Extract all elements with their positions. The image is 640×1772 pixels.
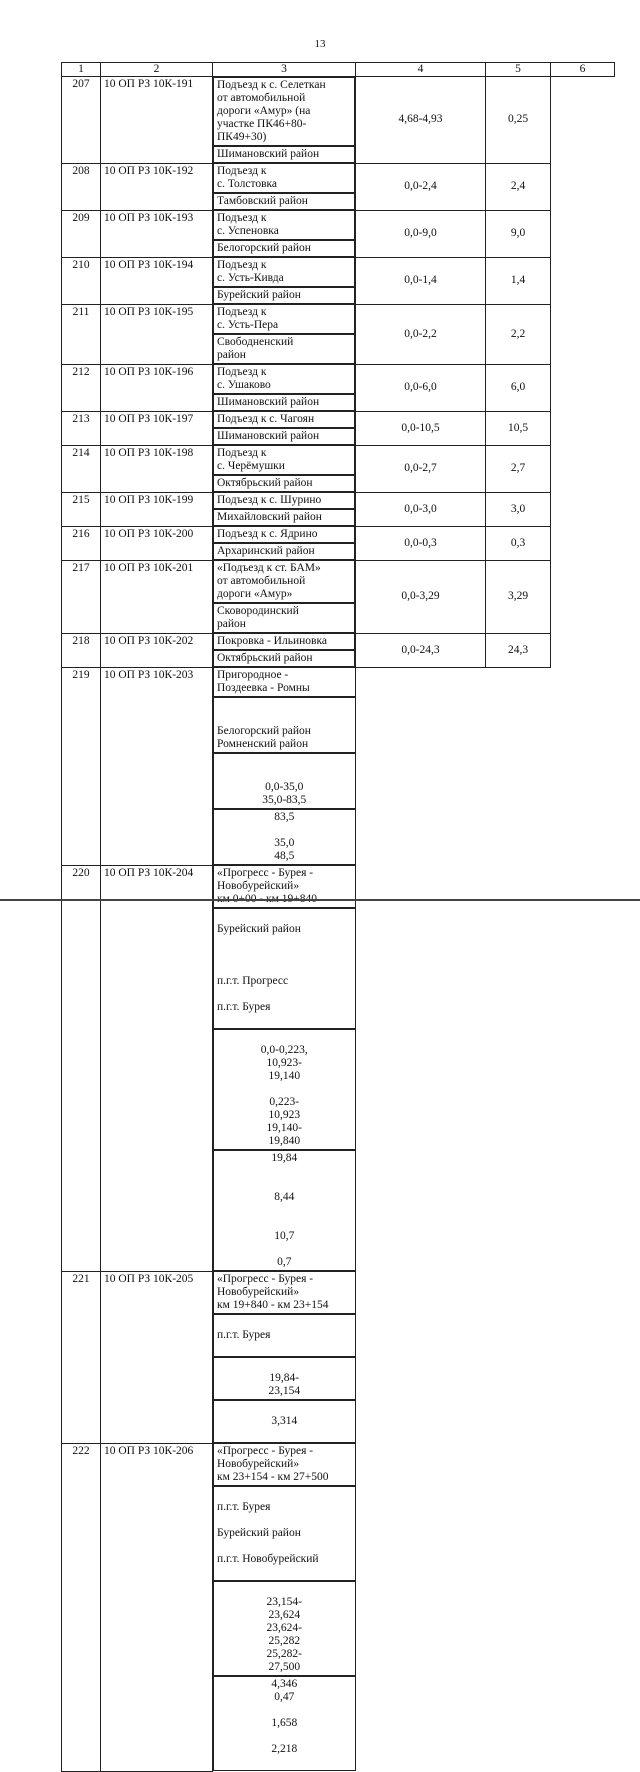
km-range-line — [217, 768, 352, 781]
column-header: 5 — [486, 63, 551, 77]
road-code: 10 ОП РЗ 10К-204 — [101, 865, 213, 1271]
length-km: 2,2 — [486, 304, 551, 364]
road-name-line: «Прогресс - Бурея - — [217, 1273, 314, 1285]
column-header: 4 — [356, 63, 486, 77]
road-name-line: км 23+154 - км 27+500 — [217, 1471, 329, 1483]
district-line — [217, 699, 352, 712]
row-number: 219 — [62, 667, 101, 865]
km-range — [213, 1581, 356, 1676]
road-code: 10 ОП РЗ 10К-196 — [101, 364, 213, 411]
district-line — [217, 1014, 352, 1027]
row-number: 216 — [62, 526, 101, 560]
km-range: 0,0-24,3 — [356, 633, 486, 667]
length-km: 0,3 — [486, 526, 551, 560]
length-line — [217, 1204, 352, 1217]
district-line — [217, 1488, 352, 1501]
road-name — [213, 77, 355, 146]
road-name-line: Подъезд к с. Селеткан — [217, 79, 326, 91]
table-row — [62, 492, 615, 526]
length-line — [217, 824, 352, 837]
length-km: 10,5 — [486, 411, 551, 445]
page-number: 13 — [314, 38, 326, 50]
road-name — [213, 364, 355, 394]
length-line: 48,5 — [274, 850, 295, 862]
length-line — [217, 1402, 352, 1415]
district-line: Архаринский район — [217, 545, 315, 557]
row-number: 222 — [62, 1443, 101, 1771]
km-range: 0,0-2,4 — [356, 163, 486, 210]
road-name-line: Подъезд к — [217, 259, 267, 271]
district-line — [217, 988, 352, 1001]
table-row — [62, 1271, 615, 1443]
table-row — [62, 865, 615, 1271]
road-name-line: км 19+840 - км 23+154 — [217, 1299, 329, 1311]
road-name-line: Подъезд к с. Ядрино — [217, 528, 318, 540]
row-number: 214 — [62, 445, 101, 492]
district — [213, 475, 355, 492]
district-line: Октябрьский район — [217, 477, 313, 489]
road-name — [213, 163, 355, 193]
length-km: 9,0 — [486, 210, 551, 257]
km-range: 0,0-0,3 — [356, 526, 486, 560]
road-name — [213, 865, 356, 908]
road-name-line: с. Толстовка — [217, 178, 278, 190]
km-range: 4,68-4,93 — [356, 77, 486, 164]
km-range-line: 19,840 — [268, 1135, 301, 1147]
district-line: п.г.т. Бурея — [217, 1001, 271, 1013]
length-line — [217, 1428, 352, 1441]
km-range-line: 25,282 — [268, 1635, 301, 1647]
row-number: 218 — [62, 633, 101, 667]
road-name-line: дороги «Амур» — [217, 588, 293, 600]
km-range-line: 10,923- — [266, 1057, 302, 1069]
district-line: Бурейский район — [217, 923, 301, 935]
km-range — [213, 1357, 356, 1400]
km-range — [213, 753, 356, 809]
km-range-line — [217, 1083, 352, 1096]
road-code: 10 ОП РЗ 10К-193 — [101, 210, 213, 257]
road-name-line: с. Ушаково — [217, 379, 271, 391]
km-range-line: 27,500 — [268, 1661, 301, 1673]
length-line — [217, 1704, 352, 1717]
length-line — [217, 1730, 352, 1743]
road-name-line: Подъезд к — [217, 212, 267, 224]
district-line: Михайловский район — [217, 511, 322, 523]
district-line: Тамбовский район — [217, 195, 308, 207]
district — [213, 697, 356, 753]
length-line: 4,346 — [271, 1678, 298, 1690]
district — [213, 146, 355, 163]
road-name-line: Покровка - Ильиновка — [217, 635, 327, 647]
road-code: 10 ОП РЗ 10К-205 — [101, 1271, 213, 1443]
road-name-line: Подъезд к с. Шурино — [217, 494, 322, 506]
district-line: Белогорский район — [217, 242, 311, 254]
km-range: 0,0-3,0 — [356, 492, 486, 526]
row-number: 208 — [62, 163, 101, 210]
district-line — [217, 962, 352, 975]
length-km — [213, 1400, 356, 1443]
road-name-line: Подъезд к — [217, 447, 267, 459]
km-range-line: 0,223- — [269, 1096, 300, 1108]
district — [213, 1314, 356, 1357]
km-range-line — [217, 755, 352, 768]
table-row — [62, 633, 615, 667]
road-name-line: от автомобильной — [217, 92, 306, 104]
length-line: 0,7 — [277, 1256, 292, 1268]
road-register-table — [61, 62, 615, 1772]
district-line — [217, 1342, 352, 1355]
road-name — [213, 1443, 356, 1486]
road-code: 10 ОП РЗ 10К-192 — [101, 163, 213, 210]
road-name-line: участке ПК46+80- — [217, 118, 307, 130]
km-range: 0,0-1,4 — [356, 257, 486, 304]
district — [213, 603, 355, 633]
road-name-line: Подъезд к — [217, 366, 267, 378]
km-range-line: 35,0-83,5 — [262, 794, 307, 806]
road-name-line: Подъезд к с. Чагоян — [217, 413, 315, 425]
row-number: 209 — [62, 210, 101, 257]
road-name-line: с. Черёмушки — [217, 460, 285, 472]
row-number: 213 — [62, 411, 101, 445]
district-line: Шимановский район — [217, 396, 320, 408]
district-line — [217, 1566, 352, 1579]
length-line: 1,658 — [271, 1717, 298, 1729]
length-km: 1,4 — [486, 257, 551, 304]
district-line: Октябрьский район — [217, 652, 313, 664]
district — [213, 428, 355, 445]
district-line — [217, 1316, 352, 1329]
header-row — [62, 63, 615, 77]
road-code: 10 ОП РЗ 10К-191 — [101, 77, 213, 164]
km-range-line: 19,84- — [269, 1372, 300, 1384]
table-row — [62, 304, 615, 364]
road-code: 10 ОП РЗ 10К-203 — [101, 667, 213, 865]
table-row — [62, 163, 615, 210]
km-range-line: 19,140 — [268, 1070, 301, 1082]
length-line — [217, 1243, 352, 1256]
column-header: 2 — [101, 63, 213, 77]
km-range-line — [217, 1583, 352, 1596]
district — [213, 543, 355, 560]
road-code: 10 ОП РЗ 10К-201 — [101, 560, 213, 633]
district — [213, 193, 355, 210]
km-range: 0,0-10,5 — [356, 411, 486, 445]
km-range-line: 10,923 — [268, 1109, 301, 1121]
district — [213, 334, 355, 364]
page-bottom-rule — [0, 899, 640, 901]
km-range: 0,0-2,2 — [356, 304, 486, 364]
table-row — [62, 364, 615, 411]
length-line — [217, 1165, 352, 1178]
district — [213, 509, 355, 526]
table-row — [62, 210, 615, 257]
length-line: 35,0 — [274, 837, 295, 849]
road-code: 10 ОП РЗ 10К-194 — [101, 257, 213, 304]
table-row — [62, 667, 615, 865]
column-header: 3 — [213, 63, 356, 77]
road-name-line: Новобурейский» — [217, 880, 300, 892]
road-code: 10 ОП РЗ 10К-195 — [101, 304, 213, 364]
district — [213, 908, 356, 1029]
table-row — [62, 560, 615, 633]
km-range-line: 19,140- — [266, 1122, 302, 1134]
length-km: 0,25 — [486, 77, 551, 164]
road-name — [213, 1271, 356, 1314]
road-name-line: дороги «Амур» (на — [217, 105, 311, 117]
district — [213, 240, 355, 257]
road-code: 10 ОП РЗ 10К-198 — [101, 445, 213, 492]
road-code: 10 ОП РЗ 10К-197 — [101, 411, 213, 445]
table-row — [62, 526, 615, 560]
road-name-line: «Прогресс - Бурея - — [217, 1445, 314, 1457]
district-line: Бурейский район — [217, 1527, 301, 1539]
km-range — [213, 1029, 356, 1150]
district — [213, 394, 355, 411]
km-range-line: 23,624- — [266, 1622, 302, 1634]
road-name-line: с. Успеновка — [217, 225, 279, 237]
district-line: п.г.т. Прогресс — [217, 975, 289, 987]
road-name — [213, 667, 356, 697]
district-line: Шимановский район — [217, 430, 320, 442]
district-line: п.г.т. Бурея — [217, 1329, 271, 1341]
district-line: Ромненский район — [217, 738, 309, 750]
road-name — [213, 257, 355, 287]
district — [213, 650, 355, 667]
km-range: 0,0-6,0 — [356, 364, 486, 411]
district-line — [217, 712, 352, 725]
road-name-line: Поздеевка - Ромны — [217, 682, 310, 694]
row-number: 221 — [62, 1271, 101, 1443]
row-number: 217 — [62, 560, 101, 633]
table-row — [62, 1443, 615, 1771]
table-row — [62, 77, 615, 164]
road-name — [213, 445, 355, 475]
road-name-line: Новобурейский» — [217, 1458, 300, 1470]
district-line — [217, 936, 352, 949]
road-name-line: с. Усть-Пера — [217, 319, 279, 331]
road-name — [213, 526, 355, 543]
road-name-line: Новобурейский» — [217, 1286, 300, 1298]
road-name — [213, 492, 355, 509]
length-km: 24,3 — [486, 633, 551, 667]
table-row — [62, 411, 615, 445]
row-number: 212 — [62, 364, 101, 411]
road-code: 10 ОП РЗ 10К-202 — [101, 633, 213, 667]
km-range-line: 0,0-0,223, — [260, 1044, 308, 1056]
district-line: Шимановский район — [217, 148, 320, 160]
row-number: 215 — [62, 492, 101, 526]
road-name-line: от автомобильной — [217, 575, 306, 587]
km-range-line: 23,154 — [268, 1385, 301, 1397]
column-header: 1 — [62, 63, 101, 77]
length-km: 6,0 — [486, 364, 551, 411]
km-range-line — [217, 1359, 352, 1372]
road-name-line: ПК49+30) — [217, 131, 267, 143]
length-km: 2,7 — [486, 445, 551, 492]
km-range-line — [217, 1031, 352, 1044]
km-range-line: 0,0-35,0 — [265, 781, 304, 793]
km-range-line: 25,282- — [266, 1648, 302, 1660]
road-name — [213, 633, 355, 650]
length-line — [217, 1756, 352, 1769]
road-name-line: Пригородное - — [217, 669, 289, 681]
km-range: 0,0-2,7 — [356, 445, 486, 492]
length-km: 3,0 — [486, 492, 551, 526]
district — [213, 287, 355, 304]
road-code: 10 ОП РЗ 10К-206 — [101, 1443, 213, 1771]
district — [213, 1486, 356, 1581]
road-code: 10 ОП РЗ 10К-199 — [101, 492, 213, 526]
length-line: 3,314 — [271, 1415, 298, 1427]
district-line: Белогорский район — [217, 725, 311, 737]
length-line: 19,84 — [271, 1152, 298, 1164]
road-name — [213, 560, 355, 603]
row-number: 207 — [62, 77, 101, 164]
district-line: район — [217, 618, 246, 630]
road-name — [213, 210, 355, 240]
district-line: Свободненский — [217, 336, 294, 348]
road-name-line: с. Усть-Кивда — [217, 272, 284, 284]
district-line: п.г.т. Бурея — [217, 1501, 271, 1513]
length-line: 83,5 — [274, 811, 295, 823]
road-name — [213, 411, 355, 428]
road-code: 10 ОП РЗ 10К-200 — [101, 526, 213, 560]
length-km — [213, 1150, 356, 1271]
length-line: 0,47 — [274, 1691, 295, 1703]
length-line — [217, 1217, 352, 1230]
length-line: 2,218 — [271, 1743, 298, 1755]
road-name-line: «Подъезд к ст. БАМ» — [217, 562, 321, 574]
length-km — [213, 809, 356, 865]
km-range: 0,0-3,29 — [356, 560, 486, 633]
km-range: 0,0-9,0 — [356, 210, 486, 257]
length-line: 10,7 — [274, 1230, 295, 1242]
length-line: 8,44 — [274, 1191, 295, 1203]
road-name-line: Подъезд к — [217, 165, 267, 177]
column-header: 6 — [551, 63, 615, 77]
length-km — [213, 1676, 356, 1771]
district-line: район — [217, 349, 246, 361]
district-line — [217, 910, 352, 923]
length-km: 2,4 — [486, 163, 551, 210]
district-line — [217, 1514, 352, 1527]
length-km: 3,29 — [486, 560, 551, 633]
district-line: Бурейский район — [217, 289, 301, 301]
table-row — [62, 445, 615, 492]
row-number: 220 — [62, 865, 101, 1271]
road-name — [213, 304, 355, 334]
district-line — [217, 1540, 352, 1553]
road-name-line: Подъезд к — [217, 306, 267, 318]
row-number: 210 — [62, 257, 101, 304]
km-range-line: 23,154- — [266, 1596, 302, 1608]
length-line — [217, 1178, 352, 1191]
km-range-line: 23,624 — [268, 1609, 301, 1621]
district-line — [217, 949, 352, 962]
district-line: Сковородинский — [217, 605, 299, 617]
table-row — [62, 257, 615, 304]
row-number: 211 — [62, 304, 101, 364]
road-name-line: «Прогресс - Бурея - — [217, 867, 314, 879]
district-line: п.г.т. Новобурейский — [217, 1553, 319, 1565]
